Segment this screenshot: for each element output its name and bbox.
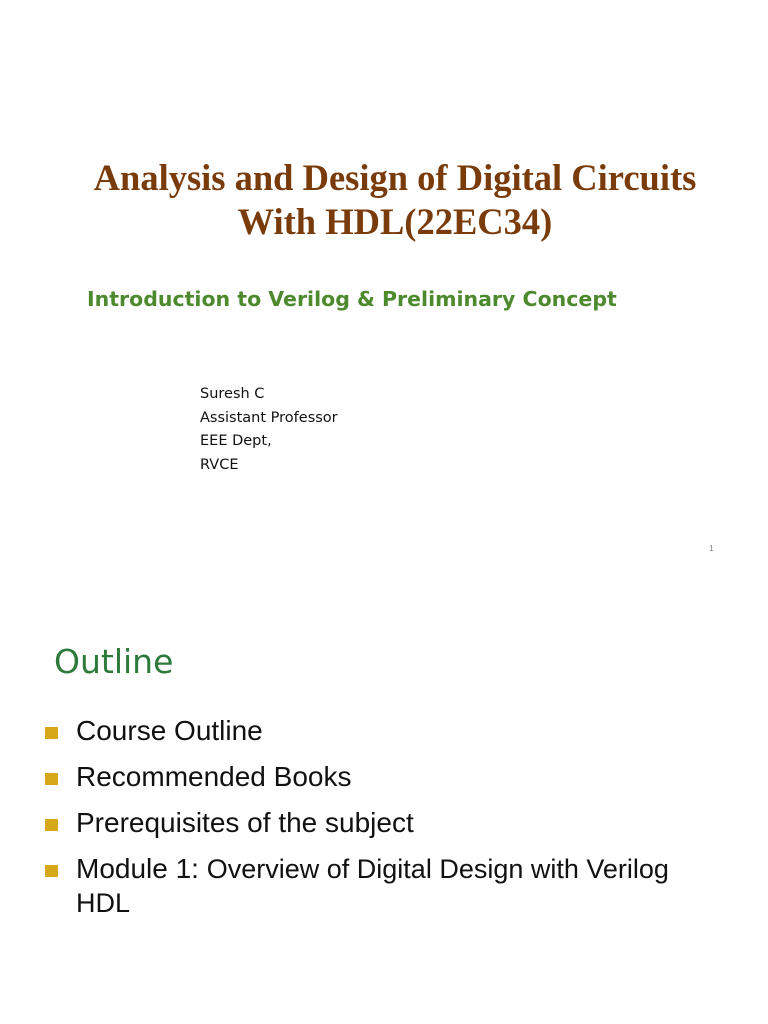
list-item: [45, 760, 676, 793]
square-bullet-icon: [45, 727, 58, 739]
title-line-1: Analysis and Design of Digital Circuits: [93, 157, 697, 198]
list-item: [45, 806, 676, 839]
list-item-subtext: Overview of Digital Design with Verilog HDL: [76, 854, 669, 918]
outline-list: [45, 714, 676, 933]
square-bullet-icon: [45, 865, 58, 877]
list-item: [45, 714, 676, 747]
author-block: [200, 383, 338, 477]
list-item-text: Recommended Books: [76, 761, 352, 792]
title-line-2: With HDL(22EC34): [237, 201, 553, 242]
slide-title: [0, 156, 768, 244]
outline-slide: [0, 576, 768, 1024]
list-item-text: Module 1:: [76, 853, 207, 884]
square-bullet-icon: [45, 819, 58, 831]
author-department: EEE Dept,: [200, 433, 272, 449]
author-name: Suresh C: [200, 386, 265, 402]
square-bullet-icon: [45, 773, 58, 785]
author-position: Assistant Professor: [200, 409, 338, 426]
list-item: [45, 852, 676, 920]
list-item-text: Prerequisites of the subject: [76, 807, 414, 838]
slide-number: 1: [709, 544, 714, 553]
slide-subtitle: Introduction to Verilog & Preliminary Concept: [87, 287, 617, 311]
author-institution: RVCE: [200, 456, 239, 473]
list-item-text: Course Outline: [76, 715, 263, 746]
outline-heading: Outline: [54, 642, 174, 681]
